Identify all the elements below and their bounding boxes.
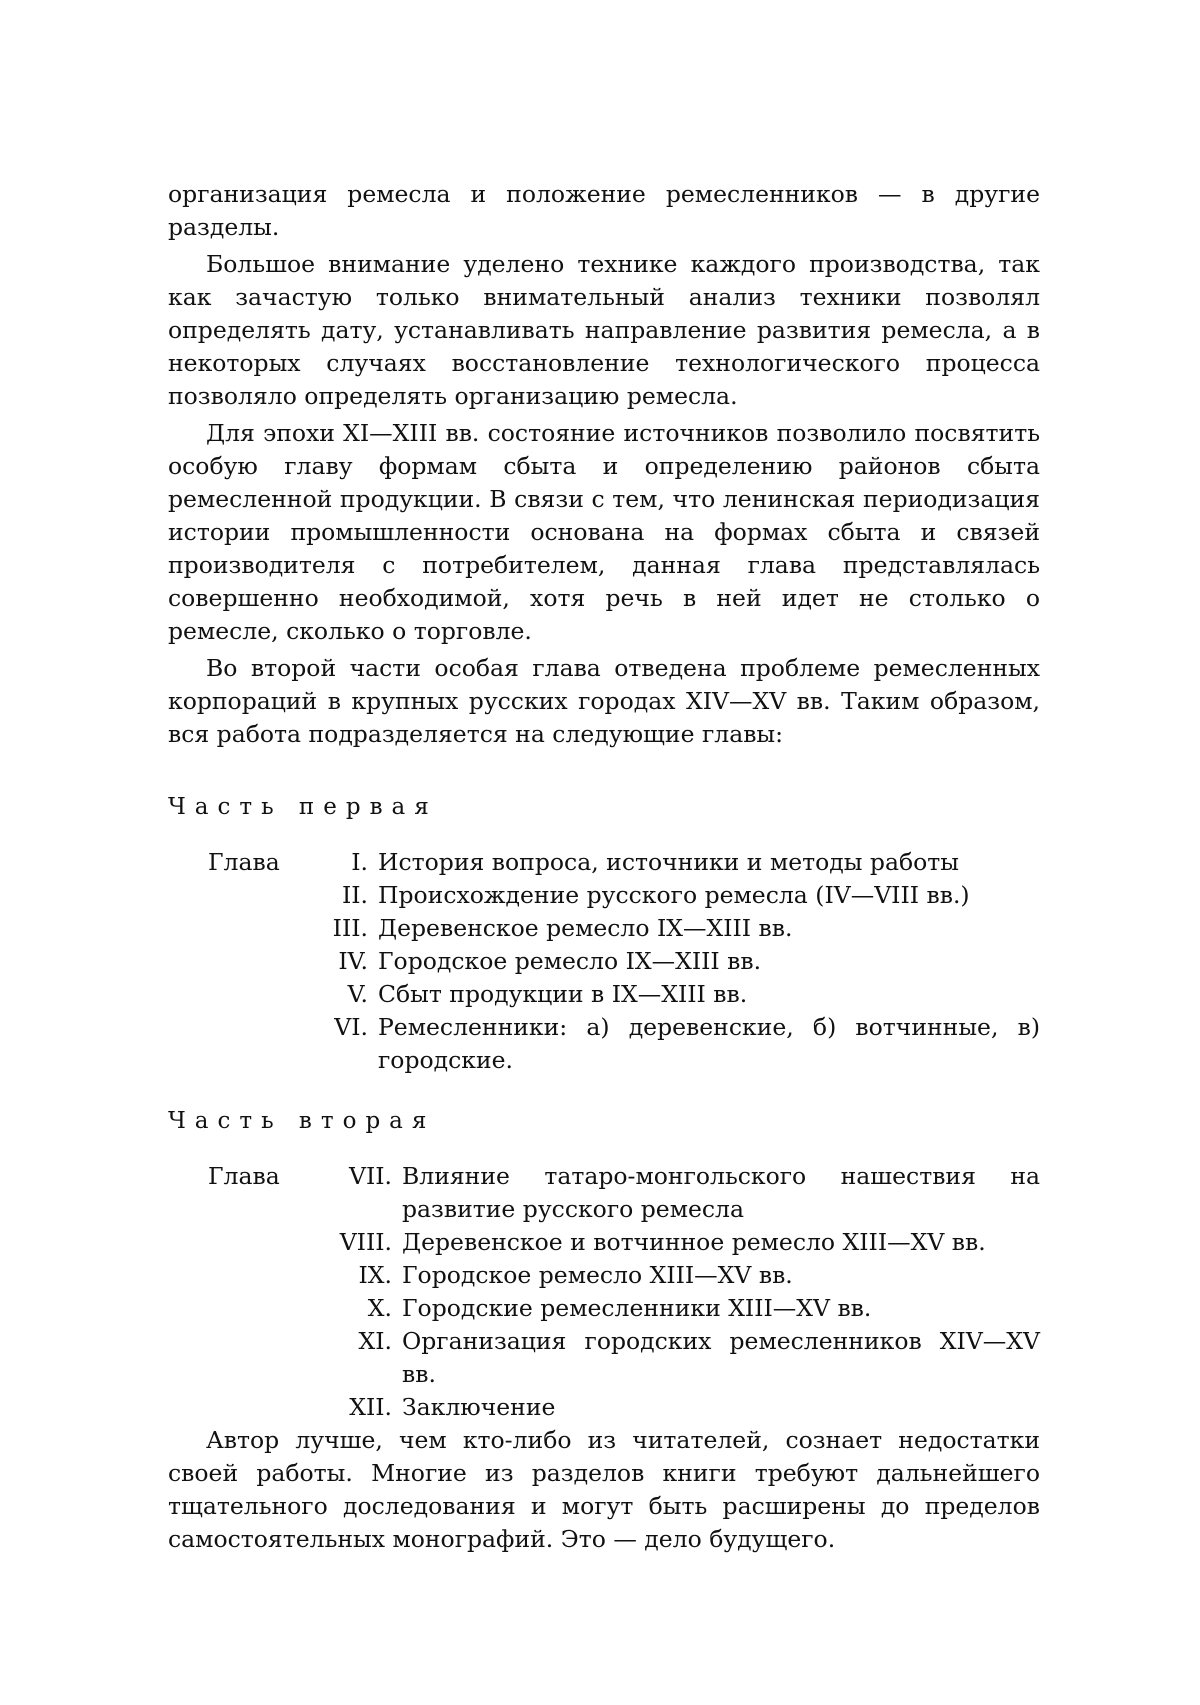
chapter-entry <box>168 912 1040 945</box>
paragraph-continuation: организация ремесла и положение ремесленников — в другие разделы. <box>168 180 1040 241</box>
part-one-chapter-list <box>168 846 1040 1077</box>
chapter-entry <box>168 1325 1040 1391</box>
chapter-title: Происхождение русского ремесла (IV—VIII вв.) <box>378 881 970 909</box>
chapter-number: IX. <box>358 1261 392 1289</box>
chapter-title: История вопроса, источники и методы работы <box>378 848 959 876</box>
chapter-title: Сбыт продукции в IX—XIII вв. <box>378 980 748 1008</box>
chapter-entry <box>168 1011 1040 1077</box>
chapter-number: XI. <box>358 1327 392 1355</box>
paragraph-technique: Большое внимание уделено технике каждого производства, так как зачастую только внимательный анализ техники позволял определять дату, устанавливать направление развития ремесла, а в некоторых случаях восстановление технологического процесса позволяло определять организацию ремесла. <box>168 250 1040 410</box>
chapter-entry <box>168 978 1040 1011</box>
chapter-number: VIII. <box>339 1228 392 1256</box>
page-body <box>168 178 1040 1556</box>
chapter-number: I. <box>351 848 368 876</box>
part-two-heading: Часть вторая <box>168 1108 436 1134</box>
chapter-entry <box>168 1391 1040 1424</box>
paragraph-closing: Автор лучше, чем кто-либо из читателей, сознает недостатки своей работы. Многие из разделов книги требуют дальнейшего тщательного доследования и могут быть расширены до пределов самостоятельных монографий. Это — дело будущего. <box>168 1426 1040 1553</box>
part-one-heading: Часть первая <box>168 794 438 820</box>
chapter-entry <box>168 879 1040 912</box>
chapter-entry <box>168 1292 1040 1325</box>
chapter-number: V. <box>347 980 368 1008</box>
chapter-entry <box>168 1259 1040 1292</box>
chapter-number: II. <box>341 881 368 909</box>
chapter-title: Влияние татаро-монгольского нашествия на развитие русского ремесла <box>402 1162 1040 1223</box>
chapter-title: Заключение <box>402 1393 556 1421</box>
chapter-number: IV. <box>338 947 368 975</box>
chapter-title: Деревенское и вотчинное ремесло XIII—XV вв. <box>402 1228 986 1256</box>
chapter-entry <box>168 1226 1040 1259</box>
chapter-title: Организация городских ремесленников XIV—XV вв. <box>402 1327 1040 1388</box>
chapter-title: Деревенское ремесло IX—XIII вв. <box>378 914 793 942</box>
chapter-word: Глава <box>208 848 280 876</box>
chapter-entry <box>168 945 1040 978</box>
chapter-title: Ремесленники: а) деревенские, б) вотчинные, в) городские. <box>378 1013 1040 1074</box>
chapter-number: VI. <box>334 1013 368 1041</box>
paragraph-corporations: Во второй части особая глава отведена проблеме ремесленных корпораций в крупных русских городах XIV—XV вв. Таким образом, вся работа подразделяется на следующие главы: <box>168 654 1040 748</box>
chapter-entry <box>168 846 1040 879</box>
chapter-title: Городские ремесленники XIII—XV вв. <box>402 1294 872 1322</box>
chapter-title: Городское ремесло IX—XIII вв. <box>378 947 762 975</box>
chapter-number: XII. <box>349 1393 392 1421</box>
chapter-word: Глава <box>208 1162 280 1190</box>
chapter-number: X. <box>367 1294 392 1322</box>
chapter-title: Городское ремесло XIII—XV вв. <box>402 1261 793 1289</box>
chapter-number: VII. <box>348 1162 392 1190</box>
chapter-number: III. <box>332 914 368 942</box>
part-two-chapter-list <box>168 1160 1040 1424</box>
chapter-entry <box>168 1160 1040 1226</box>
paragraph-sales: Для эпохи XI—XIII вв. состояние источников позволило посвятить особую главу формам сбыта и определению районов сбыта ремесленной продукции. В связи с тем, что ленинская периодизация истории промышленности основана на формах сбыта и связей производителя с потребителем, данная глава представлялась совершенно необходимой, хотя речь в ней идет не столько о ремесле, сколько о торговле. <box>168 419 1040 645</box>
